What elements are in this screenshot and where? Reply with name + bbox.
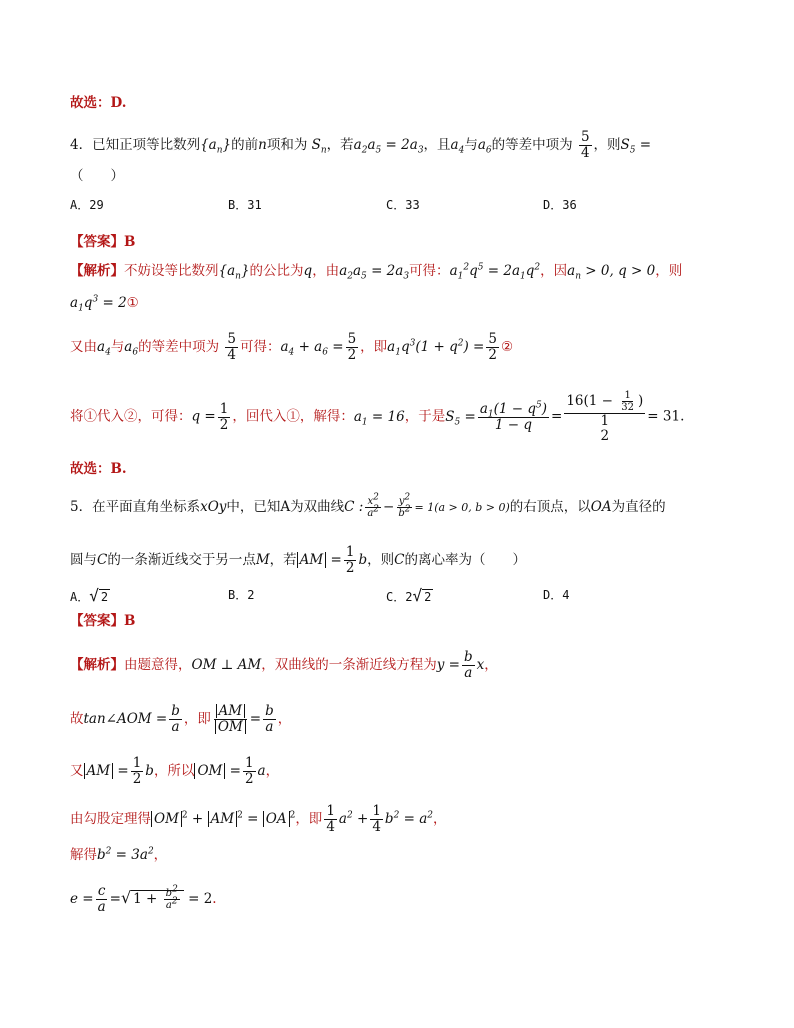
q5-stem-line1: 5．在平面直角坐标系xOy中，已知A为双曲线C : $\frac{x^2}{a^2}$ − $\frac{y^2}{b^2}$ = 1(a > 0, b > 0)的右顶点，以OA为直径的 xyxy=(70,492,666,519)
q5-analysis-line4: 由勾股定理得 OM $^2$ + AM $^2$ = OA $^2$，即 $\frac{1}{4}$ $a^2$ + $\frac{1}{4}$ $b^2 = a^2$， xyxy=(70,803,447,835)
fraction-5-4: $\frac{5}{4}$ xyxy=(580,129,590,161)
q4-option-c: C．33 xyxy=(386,198,420,212)
q5-option-c: C．2√ 2 xyxy=(386,586,432,605)
q4-analysis-line4: 将①代入②，可得：q = $\frac{1}{2}$ ，回代入①，解得：$a_1 = 16$，于是$S_5$ = $\frac{a_1(1 - q^5)}{1 - q}$ = 16(1 − $\frac{1}{32}$ ) 1 2 = 31. xyxy=(70,390,685,444)
q5-analysis-line3: 又 AM = $\frac{1}{2}$ b，所以 OM = $\frac{1}{2}$ a， xyxy=(70,755,280,787)
prev-choice: 故选：D. xyxy=(70,95,127,111)
q4-analysis-line2: $a_1q^3$ = 2① xyxy=(70,294,139,314)
q4-choice: 故选：B. xyxy=(70,461,127,477)
q5-answer: 【答案】B xyxy=(70,613,136,629)
q5-analysis-line1: 【解析】由题意得，OM ⊥ AM，双曲线的一条渐近线方程为y = $\frac{b}{a}$ x， xyxy=(70,649,498,681)
q4-answer: 【答案】B xyxy=(70,234,136,250)
q4-stem-line1: 4．已知正项等比数列$\{a_n\}$的前n项和为 $S_n$，若$a_2a_5 = 2a_3$，且$a_4$与$a_6$的等差中项为 $\frac{5}{4}$ ，则$S_5$ = xyxy=(70,129,652,161)
q4-option-b: B．31 xyxy=(228,198,262,212)
q4-option-d: D．36 xyxy=(543,198,577,212)
q4-option-a: A．29 xyxy=(70,198,104,212)
q5-stem-line2: 圆与C的一条渐近线交于另一点M，若 AM = $\frac{1}{2}$ b，则C的离心率为（ ） xyxy=(70,544,526,576)
q5-analysis-line6: e = $\frac{c}{a}$ =√ 1 + $\frac{b^2}{a^2}$ = 2. xyxy=(70,883,217,915)
q5-option-d: D．4 xyxy=(543,588,570,602)
q4-analysis-line1: 【解析】不妨设等比数列$\{a_n\}$的公比为q，由$a_2a_5 = 2a_3$可得：$a_1^2q^5 = 2a_1q^2$，因$a_n > 0$, q > 0，则 xyxy=(70,262,683,282)
q5-analysis-line2: 故tan∠AOM = $\frac{b}{a}$ ，即 $\frac{AM}{OM}$ = $\frac{b}{a}$ ， xyxy=(70,703,292,735)
q5-analysis-line5: 解得$b^2 = 3a^2$， xyxy=(70,846,168,863)
q4-analysis-line3: 又由$a_4$与$a_6$的等差中项为 $\frac{5}{4}$ 可得：$a_4 + a_6$ = $\frac{5}{2}$ ，即$a_1q^3(1 + q^2)$ = $\frac{5}{2}$ ② xyxy=(70,331,514,363)
q5-option-a: A．√ 2 xyxy=(70,586,109,605)
q5-option-b: B．2 xyxy=(228,588,255,602)
q4-blank: （ ） xyxy=(70,168,124,184)
